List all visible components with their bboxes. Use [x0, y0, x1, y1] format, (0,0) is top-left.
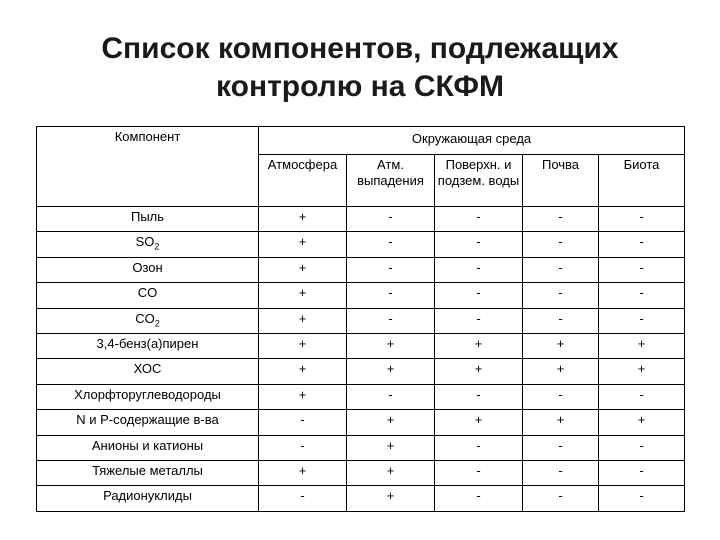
- table-header-row: [37, 127, 685, 155]
- component-name: N и P-содержащие в-ва: [76, 412, 219, 428]
- presence-cell: -: [523, 460, 599, 485]
- presence-cell: +: [259, 460, 347, 485]
- presence-cell: -: [435, 486, 523, 511]
- presence-cell: -: [523, 207, 599, 232]
- presence-cell: -: [599, 283, 685, 308]
- component-name-cell: [37, 232, 259, 257]
- component-name-cell: [37, 257, 259, 282]
- presence-cell: -: [523, 384, 599, 409]
- presence-cell: +: [259, 207, 347, 232]
- component-name: Пыль: [130, 209, 165, 224]
- component-name: SO: [135, 234, 155, 250]
- column-header: Почва: [523, 155, 599, 207]
- table-row: [37, 486, 685, 511]
- table-row: [37, 283, 685, 308]
- presence-cell: +: [347, 333, 435, 358]
- component-name-cell: [37, 435, 259, 460]
- table-row: [37, 333, 685, 358]
- presence-cell: -: [347, 207, 435, 232]
- presence-cell: -: [435, 232, 523, 257]
- presence-cell: +: [347, 359, 435, 384]
- column-header: Атм. выпадения: [347, 155, 435, 207]
- component-name: Озон: [132, 259, 163, 275]
- column-header: Биота: [599, 155, 685, 207]
- presence-cell: -: [259, 410, 347, 435]
- component-name: Радионуклиды: [103, 488, 192, 504]
- presence-cell: -: [523, 283, 599, 308]
- presence-cell: -: [599, 486, 685, 511]
- presence-cell: +: [599, 359, 685, 384]
- presence-cell: -: [523, 435, 599, 460]
- component-name: CO: [137, 285, 158, 301]
- presence-cell: -: [435, 435, 523, 460]
- presence-cell: -: [435, 207, 523, 232]
- subscript: 2: [154, 241, 160, 252]
- component-name-cell: [37, 283, 259, 308]
- presence-cell: -: [435, 460, 523, 485]
- presence-cell: +: [599, 410, 685, 435]
- presence-cell: +: [599, 333, 685, 358]
- component-name-cell: [37, 486, 259, 511]
- page-title: [0, 30, 720, 106]
- subscript: 2: [154, 318, 160, 329]
- presence-cell: +: [523, 410, 599, 435]
- component-name: Анионы и катионы: [91, 437, 204, 453]
- presence-cell: -: [435, 257, 523, 282]
- presence-cell: -: [347, 232, 435, 257]
- table-row: [37, 384, 685, 409]
- component-name-cell: [37, 308, 259, 333]
- component-name-cell: [37, 410, 259, 435]
- component-name-cell: [37, 333, 259, 358]
- table-row: [37, 460, 685, 485]
- presence-cell: +: [523, 333, 599, 358]
- presence-cell: -: [599, 207, 685, 232]
- component-name: 3,4-бенз(а)пирен: [96, 335, 199, 351]
- presence-cell: -: [435, 384, 523, 409]
- presence-cell: +: [347, 435, 435, 460]
- presence-cell: -: [259, 435, 347, 460]
- component-name: ХОС: [133, 361, 162, 377]
- table-row: [37, 410, 685, 435]
- presence-cell: -: [435, 283, 523, 308]
- presence-cell: -: [599, 257, 685, 282]
- presence-cell: -: [599, 460, 685, 485]
- component-name: Хлорфторуглеводороды: [74, 386, 221, 402]
- component-name-cell: [37, 460, 259, 485]
- presence-cell: -: [347, 283, 435, 308]
- presence-cell: +: [435, 410, 523, 435]
- title-line-1: Список компонентов, подлежащих: [101, 32, 619, 65]
- title-line-2: контролю на СКФМ: [216, 70, 504, 103]
- presence-cell: -: [599, 384, 685, 409]
- component-header: Компонент: [37, 127, 259, 207]
- table-row: [37, 308, 685, 333]
- presence-cell: -: [599, 308, 685, 333]
- presence-cell: +: [259, 283, 347, 308]
- presence-cell: +: [259, 333, 347, 358]
- presence-cell: -: [435, 308, 523, 333]
- presence-cell: +: [259, 359, 347, 384]
- presence-cell: -: [347, 308, 435, 333]
- presence-cell: +: [435, 333, 523, 358]
- environment-header: Окружающая среда: [259, 127, 685, 155]
- presence-cell: -: [599, 435, 685, 460]
- column-header: Атмосфера: [259, 155, 347, 207]
- presence-cell: +: [347, 486, 435, 511]
- component-name-cell: [37, 207, 259, 232]
- presence-cell: +: [523, 359, 599, 384]
- table-row: [37, 435, 685, 460]
- presence-cell: +: [347, 460, 435, 485]
- presence-cell: +: [347, 410, 435, 435]
- table-row: [37, 257, 685, 282]
- table-row: [37, 207, 685, 232]
- presence-cell: -: [347, 384, 435, 409]
- presence-cell: +: [259, 308, 347, 333]
- presence-cell: -: [523, 486, 599, 511]
- column-header: Поверхн. и подзем. воды: [435, 155, 523, 207]
- presence-cell: +: [259, 232, 347, 257]
- components-table: [36, 126, 685, 512]
- table-row: [37, 359, 685, 384]
- table-row: [37, 232, 685, 257]
- presence-cell: -: [523, 308, 599, 333]
- presence-cell: -: [523, 232, 599, 257]
- presence-cell: -: [347, 257, 435, 282]
- component-name-cell: [37, 359, 259, 384]
- component-name: CO: [135, 310, 155, 326]
- presence-cell: -: [523, 257, 599, 282]
- component-name-cell: [37, 384, 259, 409]
- presence-cell: +: [259, 384, 347, 409]
- presence-cell: -: [259, 486, 347, 511]
- table-body: [37, 207, 685, 512]
- presence-cell: -: [599, 232, 685, 257]
- presence-cell: +: [259, 257, 347, 282]
- presence-cell: +: [435, 359, 523, 384]
- component-name: Тяжелые металлы: [92, 462, 203, 478]
